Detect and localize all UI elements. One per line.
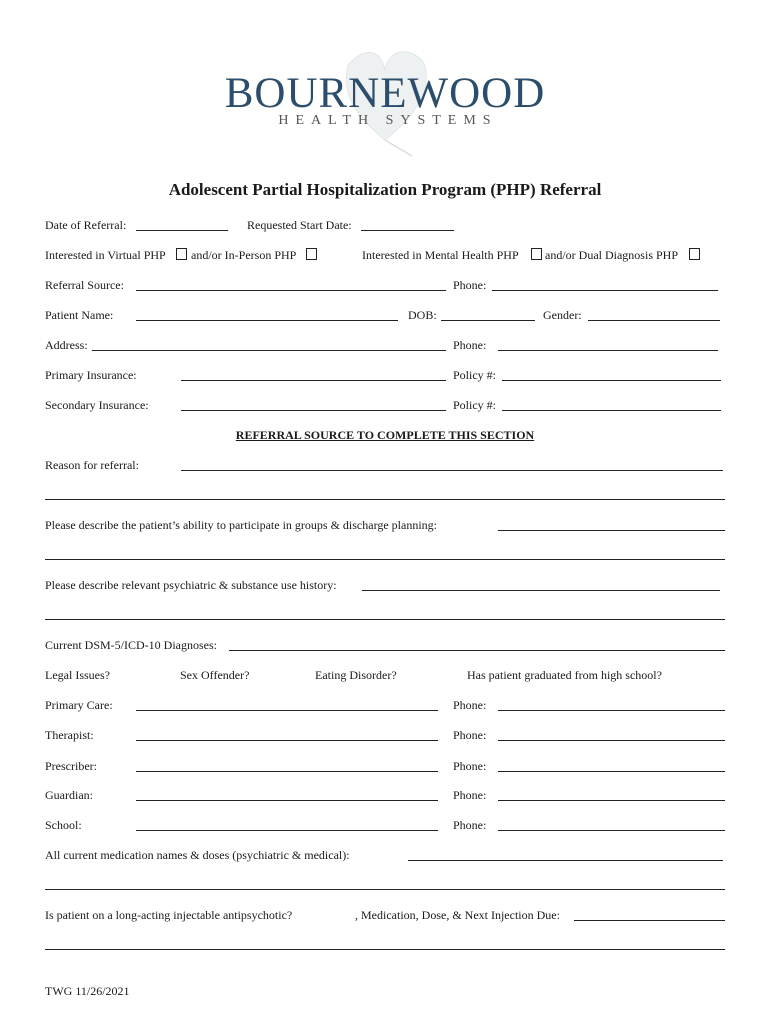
prescriber-phone-field[interactable] [498, 771, 725, 772]
dual-diagnosis-php-label: and/or Dual Diagnosis PHP [545, 248, 678, 262]
date-of-referral-label: Date of Referral: [45, 218, 127, 232]
injectable-label: Is patient on a long-acting injectable antipsychotic? [45, 908, 293, 922]
history-label: Please describe relevant psychiatric & substance use history: [45, 578, 337, 592]
injection-due-label: , Medication, Dose, & Next Injection Due: [355, 908, 560, 922]
prescriber-phone-label: Phone: [453, 759, 487, 773]
logo-subtitle: HEALTH SYSTEMS [278, 113, 498, 128]
medications-field-line-2[interactable] [45, 889, 725, 890]
sex-offender-label: Sex Offender? [180, 668, 250, 682]
gender-field[interactable] [588, 320, 720, 321]
secondary-policy-field[interactable] [502, 410, 721, 411]
in-person-php-checkbox[interactable] [306, 248, 317, 260]
groups-label: Please describe the patient’s ability to participate in groups & discharge planning: [45, 518, 438, 532]
school-phone-label: Phone: [453, 818, 487, 832]
primary-policy-field[interactable] [502, 380, 721, 381]
referral-phone-field[interactable] [492, 290, 718, 291]
address-phone-label: Phone: [453, 338, 487, 352]
primary-policy-label: Policy #: [453, 368, 497, 382]
reason-field[interactable] [181, 470, 723, 471]
guardian-phone-field[interactable] [498, 800, 725, 801]
school-phone-field[interactable] [498, 830, 725, 831]
school-field[interactable] [136, 830, 438, 831]
therapist-label: Therapist: [45, 728, 94, 742]
requested-start-date-field[interactable] [361, 230, 454, 231]
referral-source-field[interactable] [136, 290, 446, 291]
medications-field[interactable] [408, 860, 723, 861]
history-field-line-2[interactable] [45, 619, 725, 620]
page-title: Adolescent Partial Hospitalization Program (PHP) Referral [168, 180, 602, 199]
requested-start-date-label: Requested Start Date: [247, 218, 352, 232]
patient-name-label: Patient Name: [45, 308, 114, 322]
therapist-phone-field[interactable] [498, 740, 725, 741]
primary-care-phone-label: Phone: [453, 698, 487, 712]
prescriber-label: Prescriber: [45, 759, 97, 773]
legal-issues-label: Legal Issues? [45, 668, 110, 682]
referral-source-label: Referral Source: [45, 278, 124, 292]
footer-revision: TWG 11/26/2021 [45, 984, 130, 998]
groups-field[interactable] [498, 530, 725, 531]
diagnoses-label: Current DSM-5/ICD-10 Diagnoses: [45, 638, 217, 652]
secondary-policy-label: Policy #: [453, 398, 497, 412]
primary-insurance-field[interactable] [181, 380, 446, 381]
reason-field-line-2[interactable] [45, 499, 725, 500]
referral-phone-label: Phone: [453, 278, 487, 292]
medications-label: All current medication names & doses (psychiatric & medical): [45, 848, 350, 862]
history-field[interactable] [362, 590, 720, 591]
primary-insurance-label: Primary Insurance: [45, 368, 137, 382]
reason-label: Reason for referral: [45, 458, 139, 472]
primary-care-label: Primary Care: [45, 698, 113, 712]
dob-field[interactable] [441, 320, 535, 321]
guardian-phone-label: Phone: [453, 788, 487, 802]
date-of-referral-field[interactable] [136, 230, 228, 231]
dob-label: DOB: [408, 308, 437, 322]
therapist-field[interactable] [136, 740, 438, 741]
prescriber-field[interactable] [136, 771, 438, 772]
address-field[interactable] [92, 350, 446, 351]
guardian-field[interactable] [136, 800, 438, 801]
diagnoses-field[interactable] [229, 650, 725, 651]
gender-label: Gender: [543, 308, 582, 322]
dual-diagnosis-php-checkbox[interactable] [689, 248, 700, 260]
primary-care-phone-field[interactable] [498, 710, 725, 711]
section-heading: REFERRAL SOURCE TO COMPLETE THIS SECTION [235, 428, 535, 442]
secondary-insurance-label: Secondary Insurance: [45, 398, 149, 412]
therapist-phone-label: Phone: [453, 728, 487, 742]
mental-health-php-checkbox[interactable] [531, 248, 542, 260]
virtual-php-label: Interested in Virtual PHP [45, 248, 166, 262]
address-label: Address: [45, 338, 88, 352]
guardian-label: Guardian: [45, 788, 93, 802]
graduated-label: Has patient graduated from high school? [467, 668, 662, 682]
secondary-insurance-field[interactable] [181, 410, 446, 411]
school-label: School: [45, 818, 82, 832]
primary-care-field[interactable] [136, 710, 438, 711]
in-person-php-label: and/or In-Person PHP [191, 248, 297, 262]
address-phone-field[interactable] [498, 350, 718, 351]
patient-name-field[interactable] [136, 320, 398, 321]
logo-name: BOURNEWOOD [224, 70, 546, 117]
eating-disorder-label: Eating Disorder? [315, 668, 397, 682]
injection-due-field[interactable] [574, 920, 725, 921]
mental-health-php-label: Interested in Mental Health PHP [362, 248, 519, 262]
virtual-php-checkbox[interactable] [176, 248, 187, 260]
injection-field-line-2[interactable] [45, 949, 725, 950]
groups-field-line-2[interactable] [45, 559, 725, 560]
